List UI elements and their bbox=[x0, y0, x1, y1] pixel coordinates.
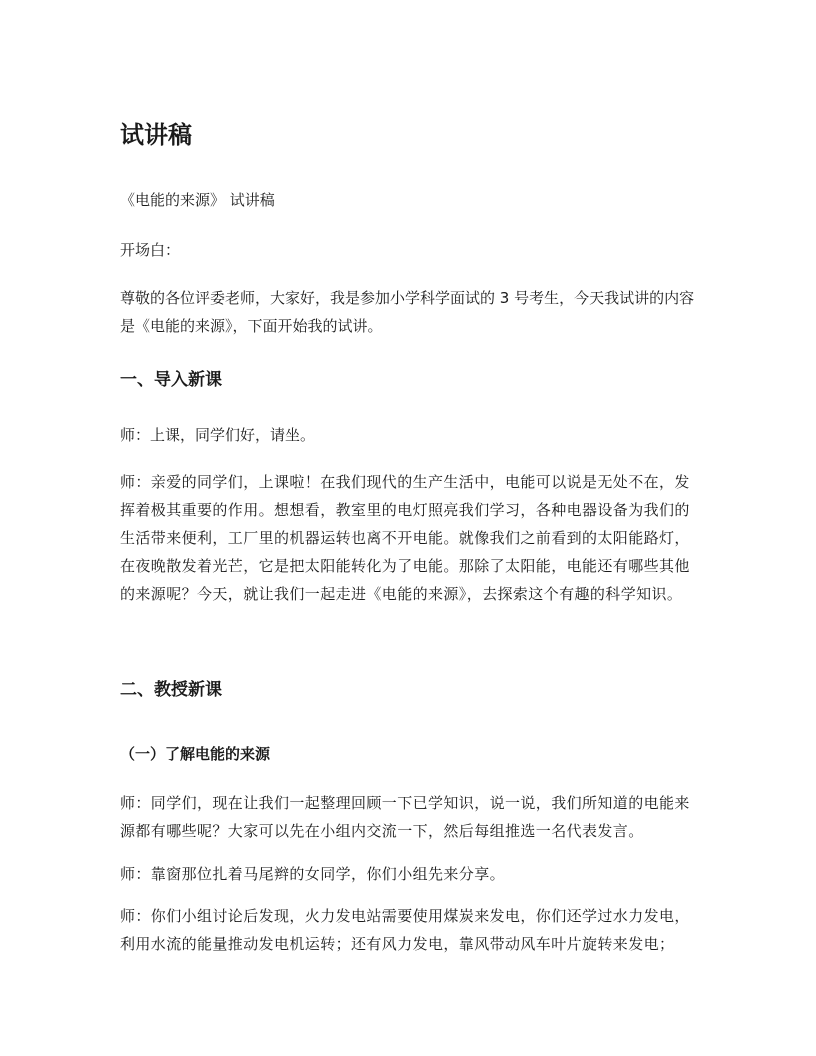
paragraph-greeting: 师：上课，同学们好，请坐。 bbox=[120, 426, 316, 444]
opening-paragraph: 尊敬的各位评委老师，大家好，我是参加小学科学面试的 3 号考生，今天我试讲的内容是《电能的来源》，下面开始我的试讲。 bbox=[120, 289, 695, 335]
paragraph-share: 师：靠窗那位扎着马尾辫的女同学，你们小组先来分享。 bbox=[120, 865, 506, 883]
paragraph-review: 师：同学们，现在让我们一起整理回顾一下已学知识，说一说，我们所知道的电能来源都有哪些呢？大家可以先在小组内交流一下，然后每组推选一名代表发言。 bbox=[120, 794, 690, 840]
document-title: 试讲稿 bbox=[120, 121, 192, 149]
section-heading-teaching: 二、教授新课 bbox=[120, 680, 222, 700]
opening-label: 开场白： bbox=[120, 241, 181, 259]
section-heading-intro: 一、导入新课 bbox=[120, 370, 222, 390]
paragraph-summary: 师：你们小组讨论后发现，火力发电站需要使用煤炭来发电，你们还学过水力发电，利用水流的能量推动发电机运转；还有风力发电，靠风带动风车叶片旋转来发电； bbox=[120, 907, 690, 953]
subsection-heading-sources: （一）了解电能的来源 bbox=[120, 745, 271, 763]
document-subtitle: 《电能的来源》 试讲稿 bbox=[120, 191, 275, 209]
paragraph-intro: 师：亲爱的同学们，上课啦！在我们现代的生产生活中，电能可以说是无处不在，发挥着极其重要的作用。想想看，教室里的电灯照亮我们学习，各种电器设备为我们的生活带来便利，工厂里的机器运转也离不开电能。就像我们之前看到的太阳能路灯，在夜晚散发着光芒，它是把太阳能转化为了电能。那除了太阳能，电能还有哪些其他的来源呢？今天，就让我们一起走进《电能的来源》，去探索这个有趣的科学知识。 bbox=[120, 473, 690, 603]
